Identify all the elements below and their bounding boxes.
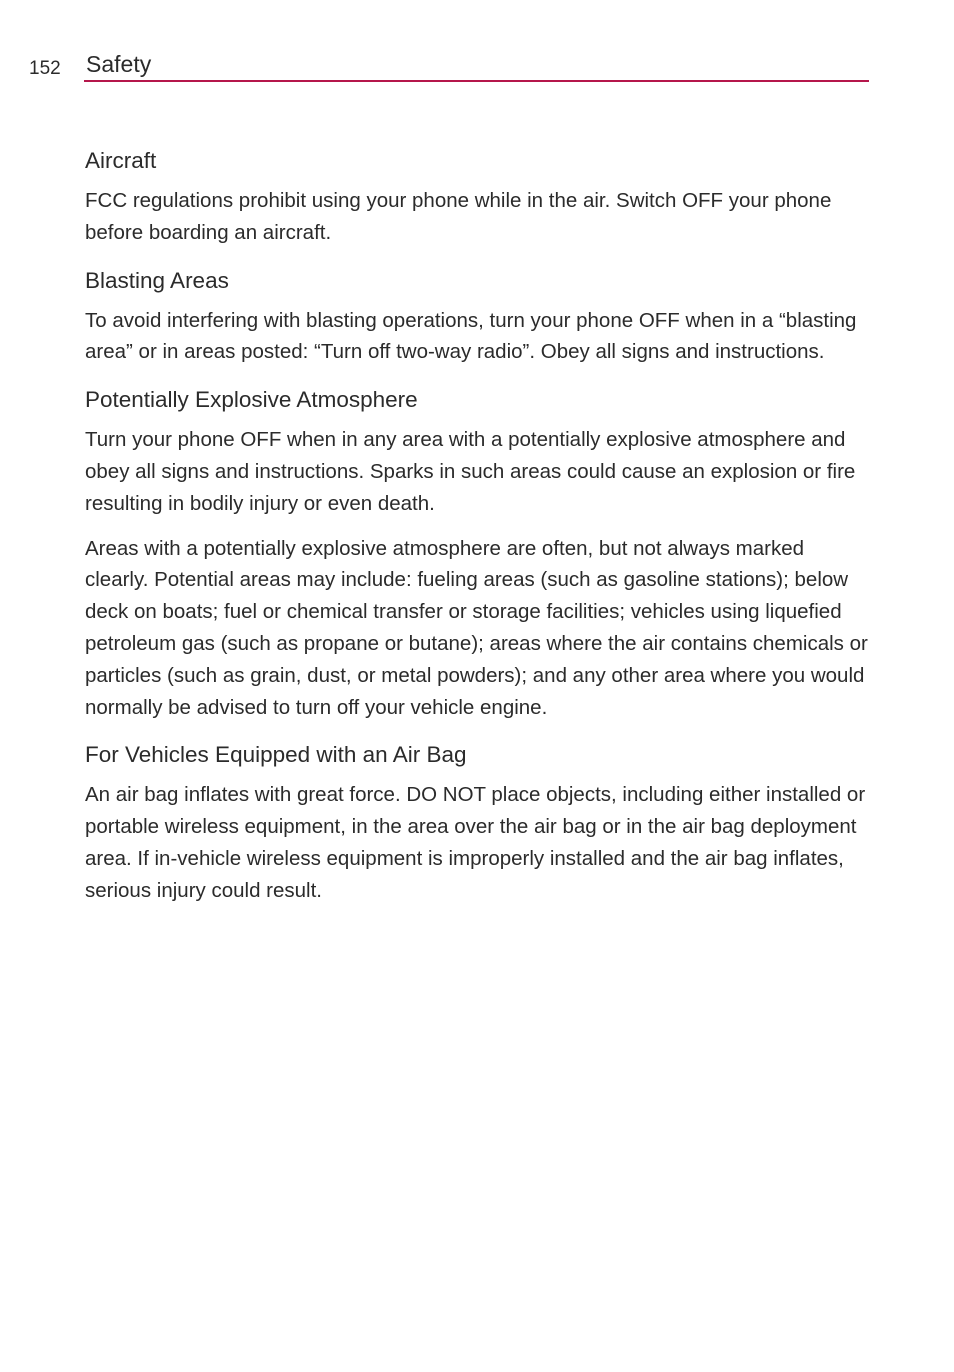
section-air-bag bbox=[85, 740, 871, 906]
section-title: Safety bbox=[86, 51, 152, 77]
page-content bbox=[85, 146, 871, 924]
header-divider bbox=[84, 80, 869, 82]
section-blasting-areas bbox=[85, 266, 871, 369]
section-paragraph: Areas with a potentially explosive atmosphere are often, but not always marked clearly. Potential areas may include: fueling areas (such as gasoline stations); below deck on boats; fuel or chemical transfer or storage facilities; vehicles using liquefied petroleum gas (such as propane or butane); areas where the air contains chemicals or particles (such as grain, dust, or metal powders); and any other area where you would normally be advised to turn off your vehicle engine. bbox=[85, 536, 868, 719]
page-number: 152 bbox=[29, 58, 61, 79]
section-heading: Potentially Explosive Atmosphere bbox=[85, 387, 418, 413]
section-paragraph: Turn your phone OFF when in any area with a potentially explosive atmosphere and obey all signs and instructions. Sparks in such areas could cause an explosion or fire resulting in bodily injury or even death. bbox=[85, 428, 856, 515]
section-aircraft bbox=[85, 146, 871, 249]
section-explosive-atmosphere bbox=[85, 385, 871, 723]
section-paragraph: FCC regulations prohibit using your phone while in the air. Switch OFF your phone before boarding an aircraft. bbox=[85, 189, 832, 244]
section-heading: Blasting Areas bbox=[85, 267, 229, 293]
section-paragraph: An air bag inflates with great force. DO NOT place objects, including either installed or portable wireless equipment, in the area over the air bag or in the air bag deployment area. If in-vehicle wireless equipment is improperly installed and the air bag inflates, serious injury could result. bbox=[85, 783, 866, 902]
section-heading: For Vehicles Equipped with an Air Bag bbox=[85, 742, 467, 768]
section-heading: Aircraft bbox=[85, 148, 157, 173]
section-paragraph: To avoid interfering with blasting operations, turn your phone OFF when in a “blasting area” or in areas posted: “Turn off two-way radio”. Obey all signs and instructions. bbox=[85, 308, 857, 364]
